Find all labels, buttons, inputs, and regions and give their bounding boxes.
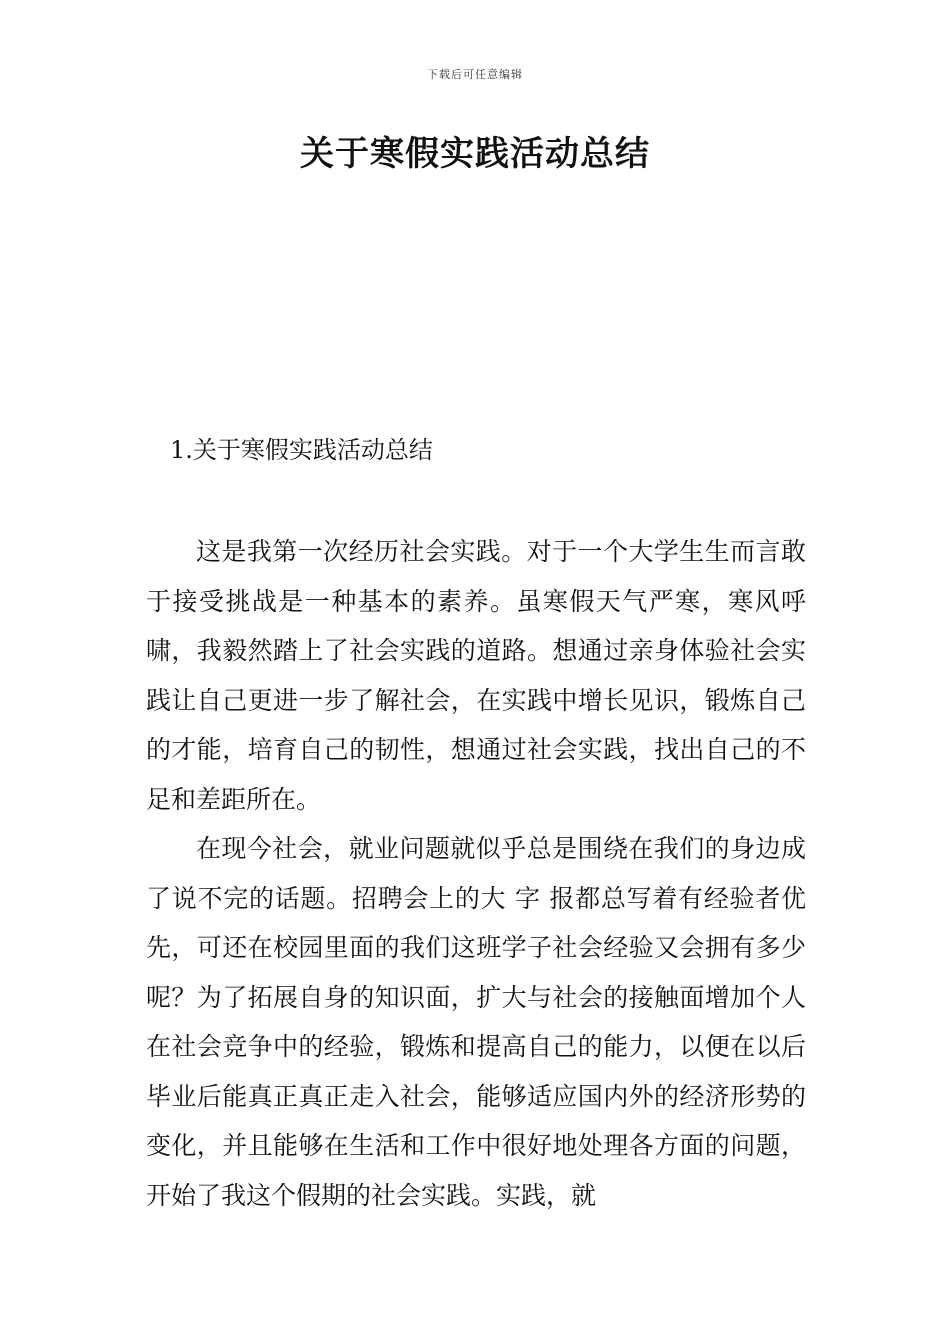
paragraph-1: 这是我第一次经历社会实践。对于一个大学生生而言敢于接受挑战是一种基本的素养。虽寒假天气严寒，寒风呼啸，我毅然踏上了社会实践的道路。想通过亲身体验社会实践让自己更进一步了解社会，在实践中增长见识，锻炼自己的才能，培育自己的韧性，想通过社会实践，找出自己的不足和差距所在。 xyxy=(146,537,806,814)
page-title: 关于寒假实践活动总结 xyxy=(300,134,650,174)
paragraph-2: 在现今社会，就业问题就似乎总是围绕在我们的身边成了说不完的话题。招聘会上的大 字 报都总写着有经验者优先，可还在校园里面的我们这班学子社会经验又会拥有多少呢？为了拓展自身的知识面，扩大与社会的接触面增加个人在社会竞争中的经验，锻炼和提高自己的能力，以便在以后毕业后能真正真正走入社会，能够适应国内外的经济形势的变化，并且能够在生活和工作中很好地处理各方面的问题，开始了我这个假期的社会实践。实践，就 xyxy=(146,834,806,1210)
header-note: 下载后可任意编辑 xyxy=(427,68,523,81)
body-text xyxy=(146,527,806,1220)
section-heading: 1.关于寒假实践活动总结 xyxy=(170,436,433,464)
